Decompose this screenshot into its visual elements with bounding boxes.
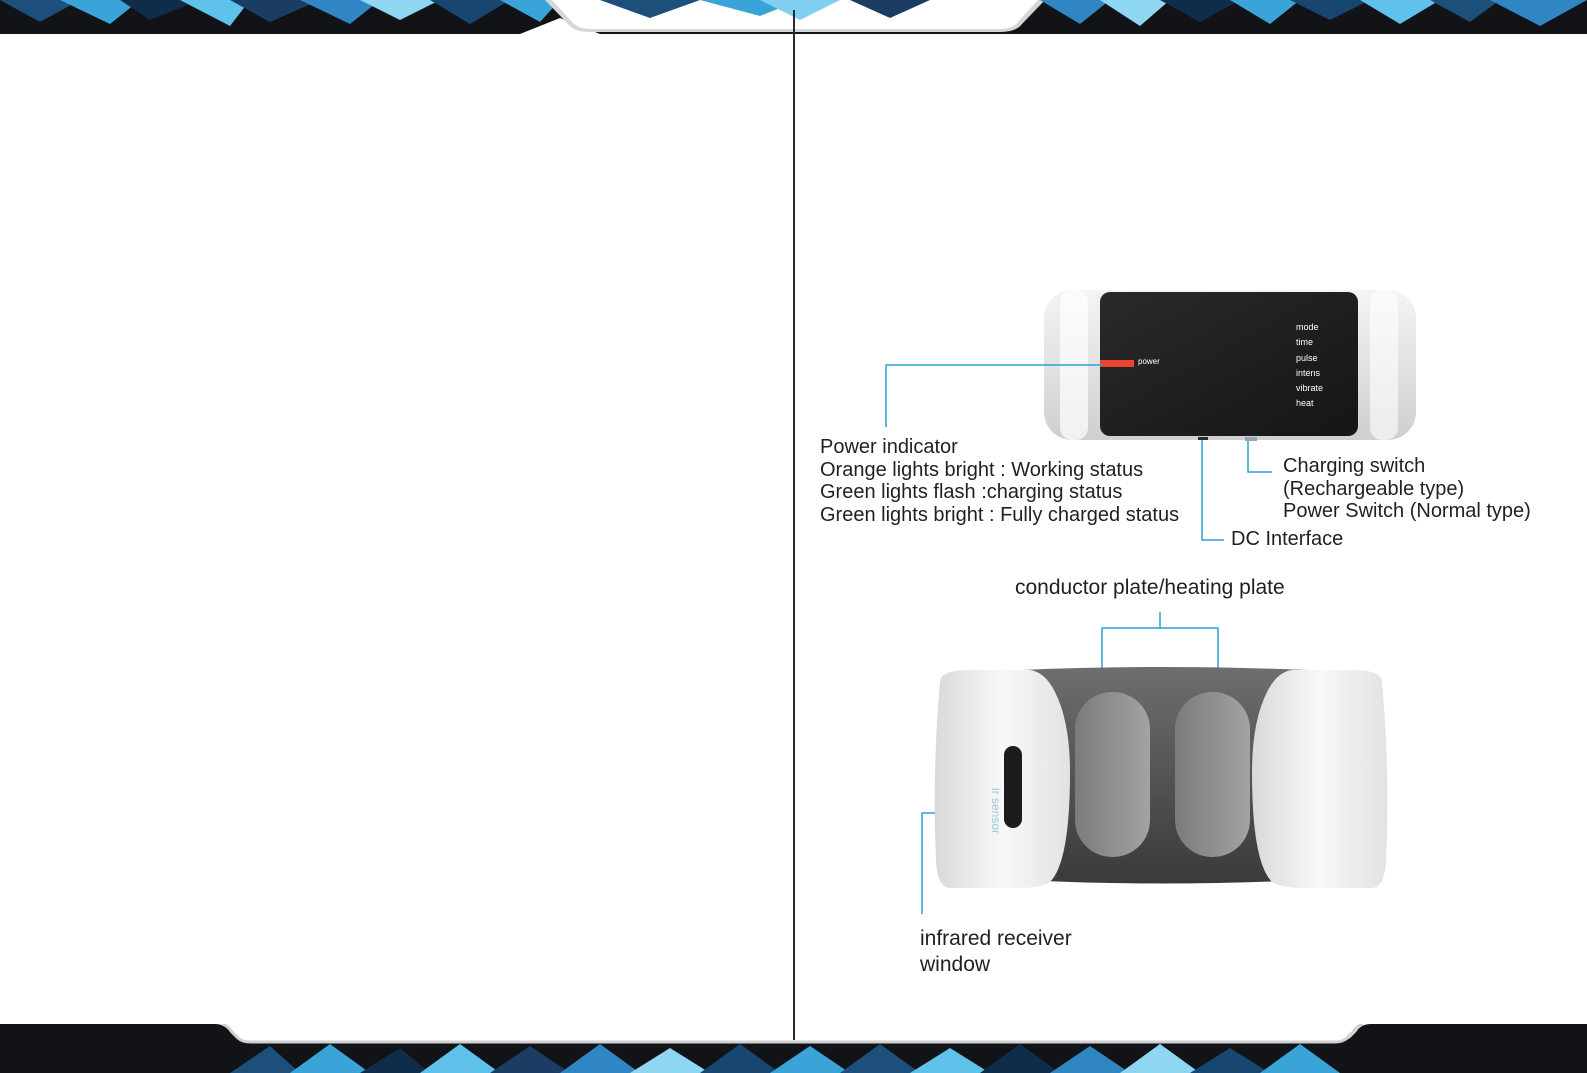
charging-switch-line-3: Power Switch (Normal type) [1283, 500, 1531, 522]
conductor-plate-right [1175, 692, 1250, 857]
menu-item-mode: mode [1296, 322, 1319, 332]
conductor-plate-label: conductor plate/heating plate [1015, 576, 1285, 599]
infrared-receiver-window [1004, 746, 1022, 828]
ir-sensor-label: ir sensor [989, 788, 1003, 835]
dc-interface-label: DC Interface [1231, 528, 1344, 550]
charging-switch-leader [1248, 441, 1272, 472]
menu-item-pulse: pulse [1296, 352, 1318, 363]
infrared-receiver-line-1: infrared receiver [920, 927, 1072, 950]
power-indicator-leader [886, 365, 1103, 427]
menu-item-intens: intens [1296, 367, 1321, 378]
left-side-unit [935, 670, 1070, 888]
menu-item-vibrate: vibrate [1296, 383, 1324, 394]
device-front-illustration [930, 662, 1392, 892]
power-indicator-callout [820, 436, 1179, 526]
menu-item-heat: heat [1296, 398, 1314, 409]
power-indicator-title: Power indicator [820, 436, 958, 458]
infrared-receiver-line-2: window [920, 953, 991, 976]
power-indicator-line-3: Green lights bright : Fully charged status [820, 503, 1180, 526]
menu-item-time: time [1296, 337, 1314, 348]
infrared-receiver-callout [920, 926, 1072, 978]
charging-switch-line-1: Charging switch [1283, 455, 1426, 477]
power-indicator-line-2: Green lights flash :charging status [820, 481, 1123, 503]
dc-interface-leader [1202, 440, 1224, 540]
power-indicator-line-1: Orange lights bright : Working status [820, 458, 1144, 481]
charging-switch-callout [1283, 455, 1531, 523]
charging-switch-line-2: (Rechargeable type) [1283, 477, 1465, 500]
right-side-unit [1252, 670, 1387, 888]
conductor-plate-left [1075, 692, 1150, 857]
power-button-label: power [1138, 357, 1160, 366]
